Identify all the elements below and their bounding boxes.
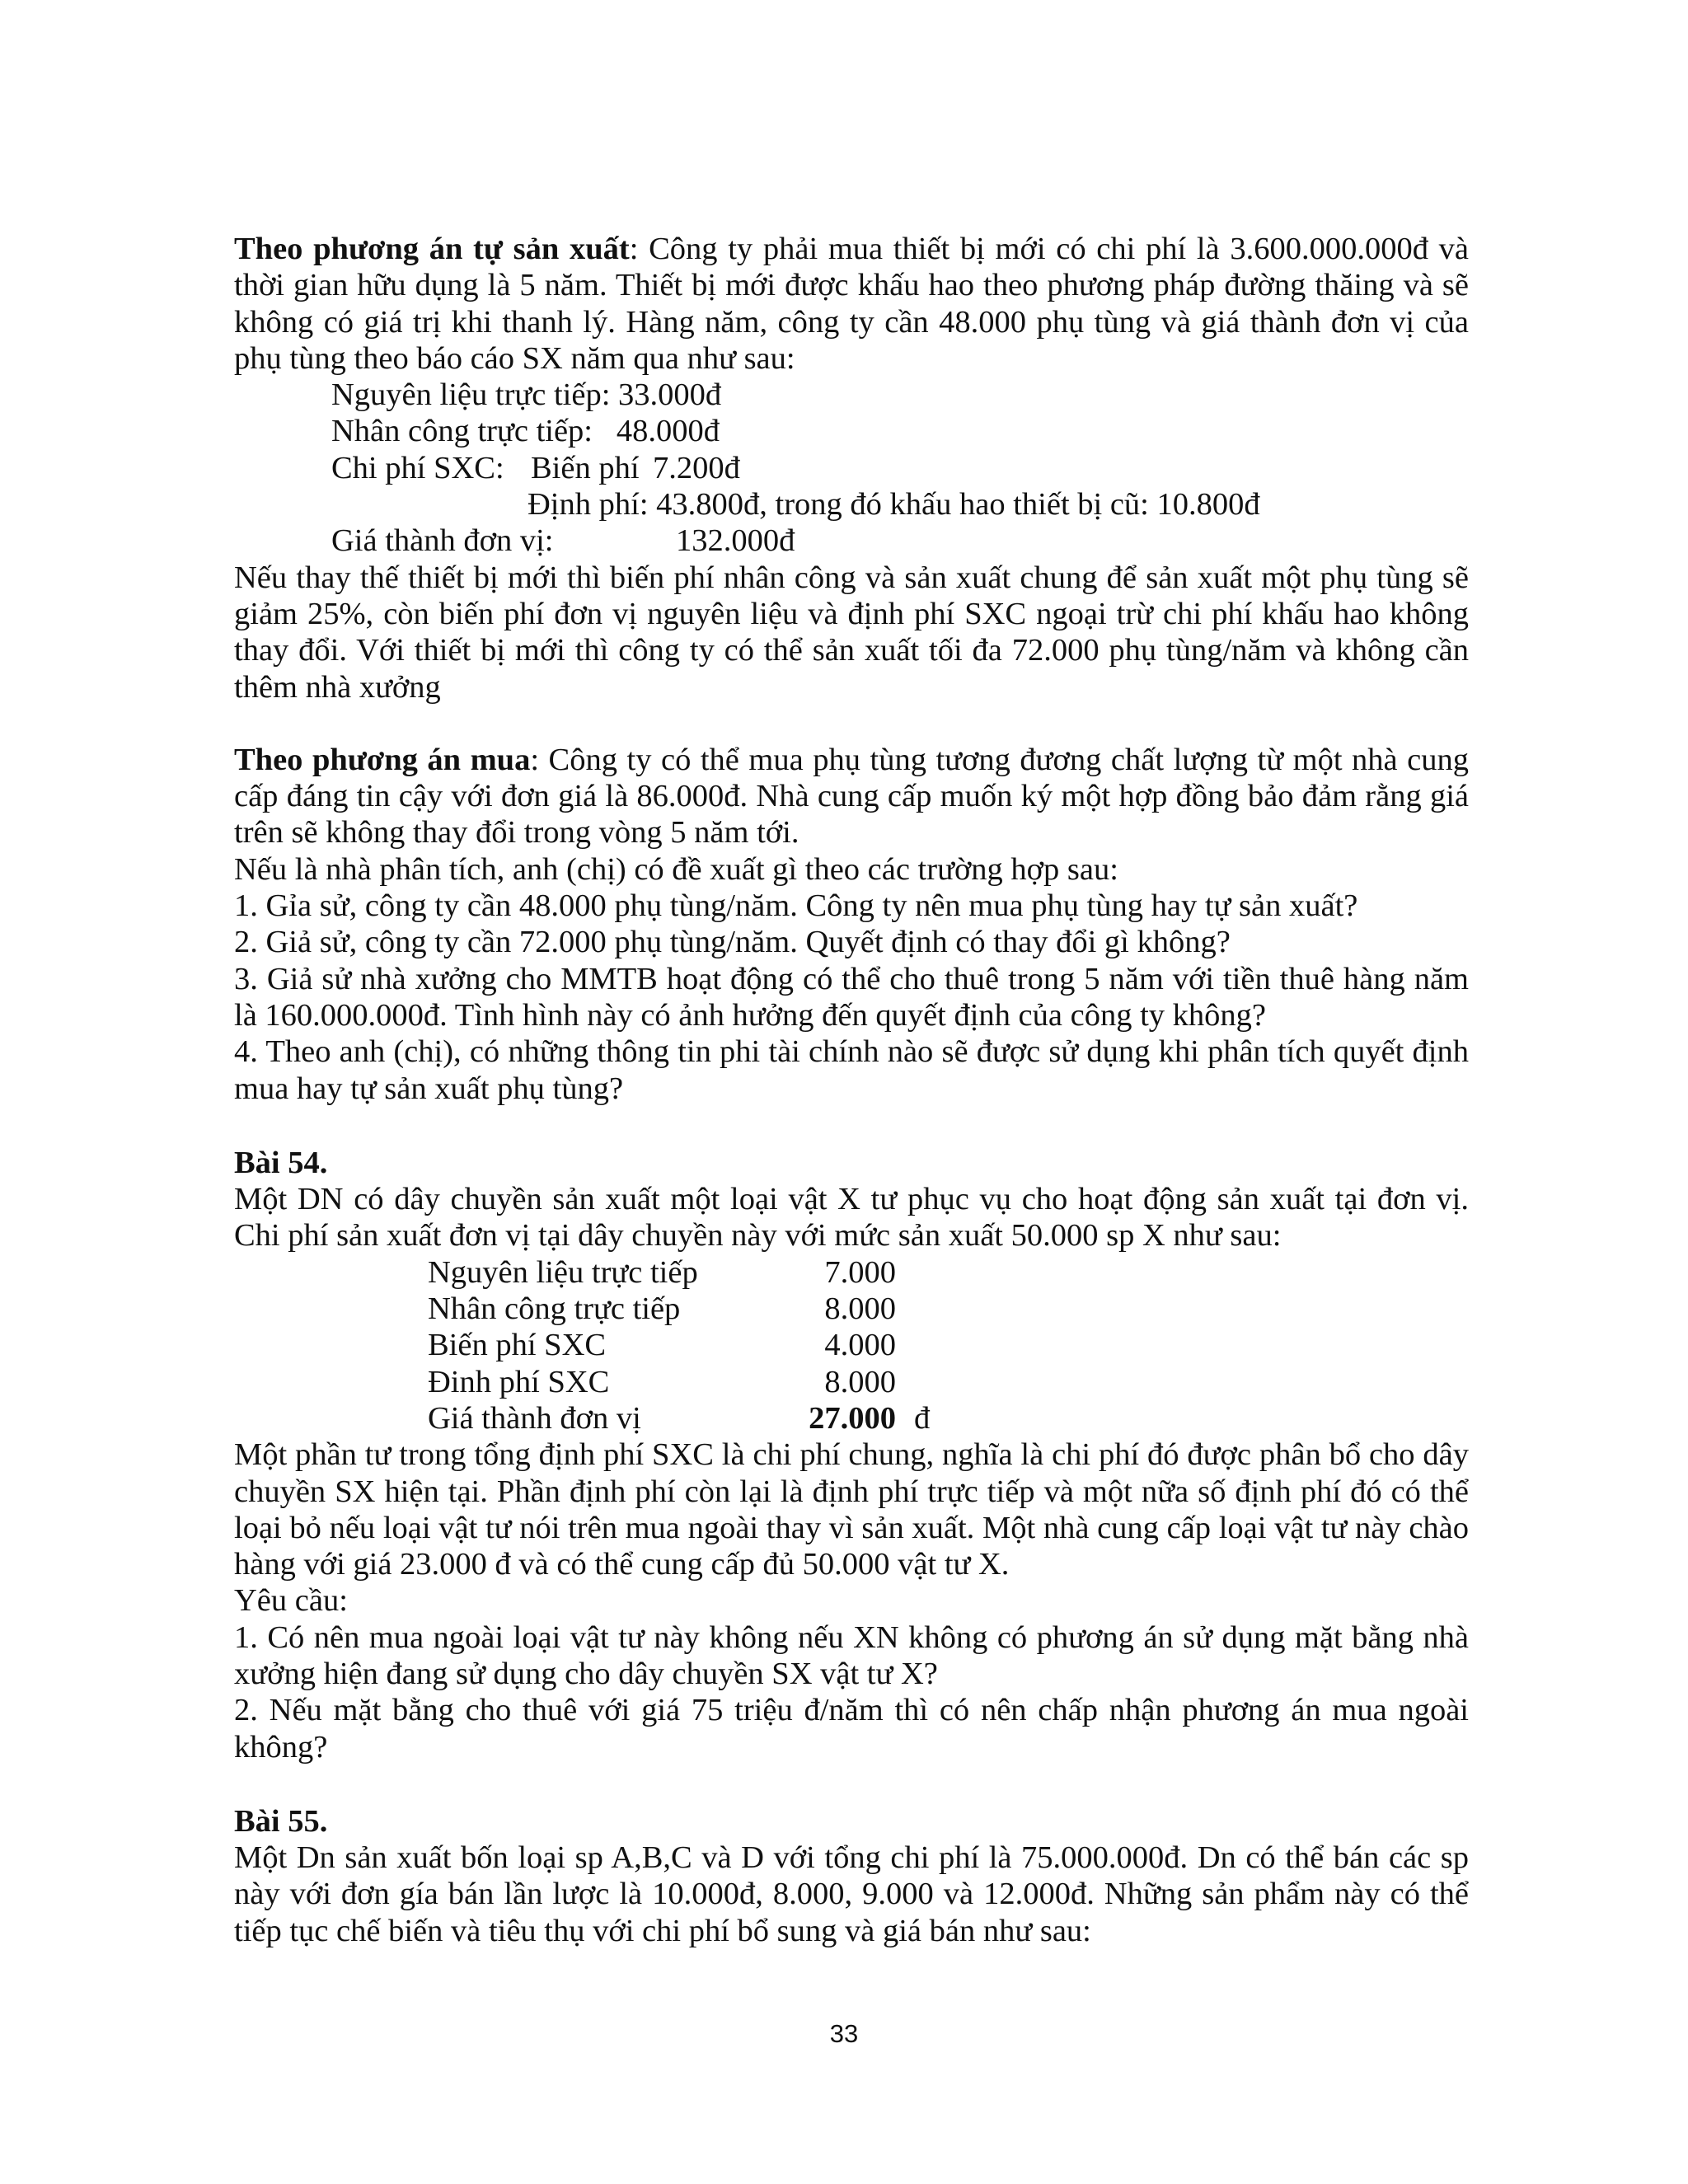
cost-table-label: Nhân công trực tiếp <box>428 1291 681 1327</box>
make-option-paragraph <box>234 231 1469 377</box>
exercise-54-requirements-label: Yêu cầu: <box>234 1583 348 1619</box>
cost-material: Nguyên liệu trực tiếp: 33.000đ <box>331 377 722 413</box>
cost-table-value: 7.000 <box>824 1254 896 1290</box>
unit-cost-label: Giá thành đơn vị: <box>331 523 554 559</box>
cost-table-value: 8.000 <box>824 1291 896 1327</box>
question-item: 1. Gỉa sử, công ty cần 48.000 phụ tùng/năm. Công ty nên mua phụ tùng hay tự sản xuất? <box>234 888 1358 924</box>
cost-table-row <box>428 1291 1469 1327</box>
make-option-label: Theo phương án tự sản xuất <box>234 232 630 266</box>
overhead-label: Chi phí SXC: <box>331 450 504 485</box>
questions-intro: Nếu là nhà phân tích, anh (chị) có đề xuất gì theo các trường hợp sau: <box>234 851 1118 887</box>
page-body <box>234 231 1469 1949</box>
make-option-text: : Công ty phải mua thiết bị mới có chi phí là 3.600.000.000đ và thời gian hữu dụng là 5 năm. Thiết bị mới được khấu hao theo phương pháp đường thăing và sẽ không có giá trị khi thanh lý. Hàng năm, công ty cần 48.000 phụ tùng và giá thành đơn vị của phụ tùng theo báo cáo SX năm qua như sau: <box>234 232 1469 376</box>
exercise-55-title: Bài 55. <box>234 1803 328 1839</box>
cost-table-label: Biến phí SXC <box>428 1328 607 1363</box>
question-item: 2. Giả sử, công ty cần 72.000 phụ tùng/năm. Quyết định có thay đổi gì không? <box>234 925 1231 960</box>
cost-labor: Nhân công trực tiếp: 48.000đ <box>331 414 720 449</box>
cost-table-label: Nguyên liệu trực tiếp <box>428 1254 698 1290</box>
cost-table-total-value: 27.000 <box>809 1400 896 1436</box>
unit-cost-value: 132.000đ <box>676 523 795 559</box>
cost-table-row <box>428 1364 1469 1400</box>
page-number: 33 <box>829 2019 859 2048</box>
cost-unit-total <box>234 523 1469 559</box>
buy-option-paragraph <box>234 742 1469 851</box>
requirement-item: 1. Có nên mua ngoài loại vật tư này không nếu XN không có phương án sử dụng mặt bằng nhà xưởng hiện đang sử dụng cho dây chuyền SX vật tư X? <box>234 1619 1469 1691</box>
exercise-54-title: Bài 54. <box>234 1145 328 1180</box>
unit-cost-breakdown <box>234 377 1469 559</box>
cost-table-row <box>428 1327 1469 1363</box>
exercise-55-intro: Một Dn sản xuất bốn loại sp A,B,C và D với tổng chi phí là 75.000.000đ. Dn có thể bán các sp này với đơn gía bán lần lược là 10.000đ, 8.000, 9.000 và 12.000đ. Những sản phẩm này có thể tiếp tục chế biến và tiêu thụ với chi phí bổ sung và giá bán như sau: <box>234 1840 1469 1948</box>
cost-overhead-fixed: Định phí: 43.800đ, trong đó khấu hao thiết bị cũ: 10.800đ <box>528 487 1260 523</box>
cost-table-row <box>428 1254 1469 1291</box>
overhead-variable-value: 7.200đ <box>653 450 740 485</box>
cost-table-value: 4.000 <box>824 1328 896 1363</box>
exercise-54-intro: Một DN có dây chuyền sản xuất một loại vật X tư phục vụ cho hoạt động sản xuất tại đơn vị. Chi phí sản xuất đơn vị tại dây chuyền này với mức sản xuất 50.000 sp X như sau: <box>234 1182 1469 1254</box>
overhead-variable-label: Biến phí <box>531 450 640 485</box>
cost-table-total-unit: đ <box>914 1400 931 1436</box>
cost-table-value: 8.000 <box>824 1364 896 1399</box>
cost-table-total-label: Giá thành đơn vị <box>428 1400 641 1436</box>
cost-table-label: Đinh phí SXC <box>428 1364 610 1399</box>
requirement-item: 2. Nếu mặt bằng cho thuê với giá 75 triệu đ/năm thì có nên chấp nhận phương án mua ngoài không? <box>234 1693 1469 1765</box>
buy-option-label: Theo phương án mua <box>234 742 531 777</box>
replacement-paragraph: Nếu thay thế thiết bị mới thì biến phí nhân công và sản xuất chung để sản xuất một phụ tùng sẽ giảm 25%, còn biến phí đơn vị nguyên liệu và định phí SXC ngoại trừ chi phí khấu hao không thay đổi. Với thiết bị mới thì công ty có thể sản xuất tối đa 72.000 phụ tùng/năm và không cần thêm nhà xưởng <box>234 560 1469 705</box>
exercise-54-cost-table <box>428 1254 1469 1436</box>
question-item: 3. Giả sử nhà xưởng cho MMTB hoạt động có thể cho thuê trong 5 năm với tiền thuê hàng năm là 160.000.000đ. Tình hình này có ảnh hưởng đến quyết định của công ty không? <box>234 961 1469 1033</box>
question-item: 4. Theo anh (chị), có những thông tin phi tài chính nào sẽ được sử dụng khi phân tích quyết định mua hay tự sản xuất phụ tùng? <box>234 1034 1469 1106</box>
exercise-54-body: Một phần tư trong tổng định phí SXC là chi phí chung, nghĩa là chi phí đó được phân bổ cho dây chuyền SX hiện tại. Phần định phí còn lại là định phí trực tiếp và một nữa số định phí đó có thể loại bỏ nếu loại vật tư nói trên mua ngoài thay vì sản xuất. Một nhà cung cấp loại vật tư này chào hàng với giá 23.000 đ và có thể cung cấp đủ 50.000 vật tư X. <box>234 1437 1469 1582</box>
buy-option-text: : Công ty có thể mua phụ tùng tương đương chất lượng từ một nhà cung cấp đáng tin cậy với đơn giá là 86.000đ. Nhà cung cấp muốn ký một hợp đồng bảo đảm rằng giá trên sẽ không thay đổi trong vòng 5 năm tới. <box>234 742 1469 851</box>
cost-table-total-row <box>428 1400 1469 1436</box>
cost-overhead-variable <box>234 450 1469 486</box>
